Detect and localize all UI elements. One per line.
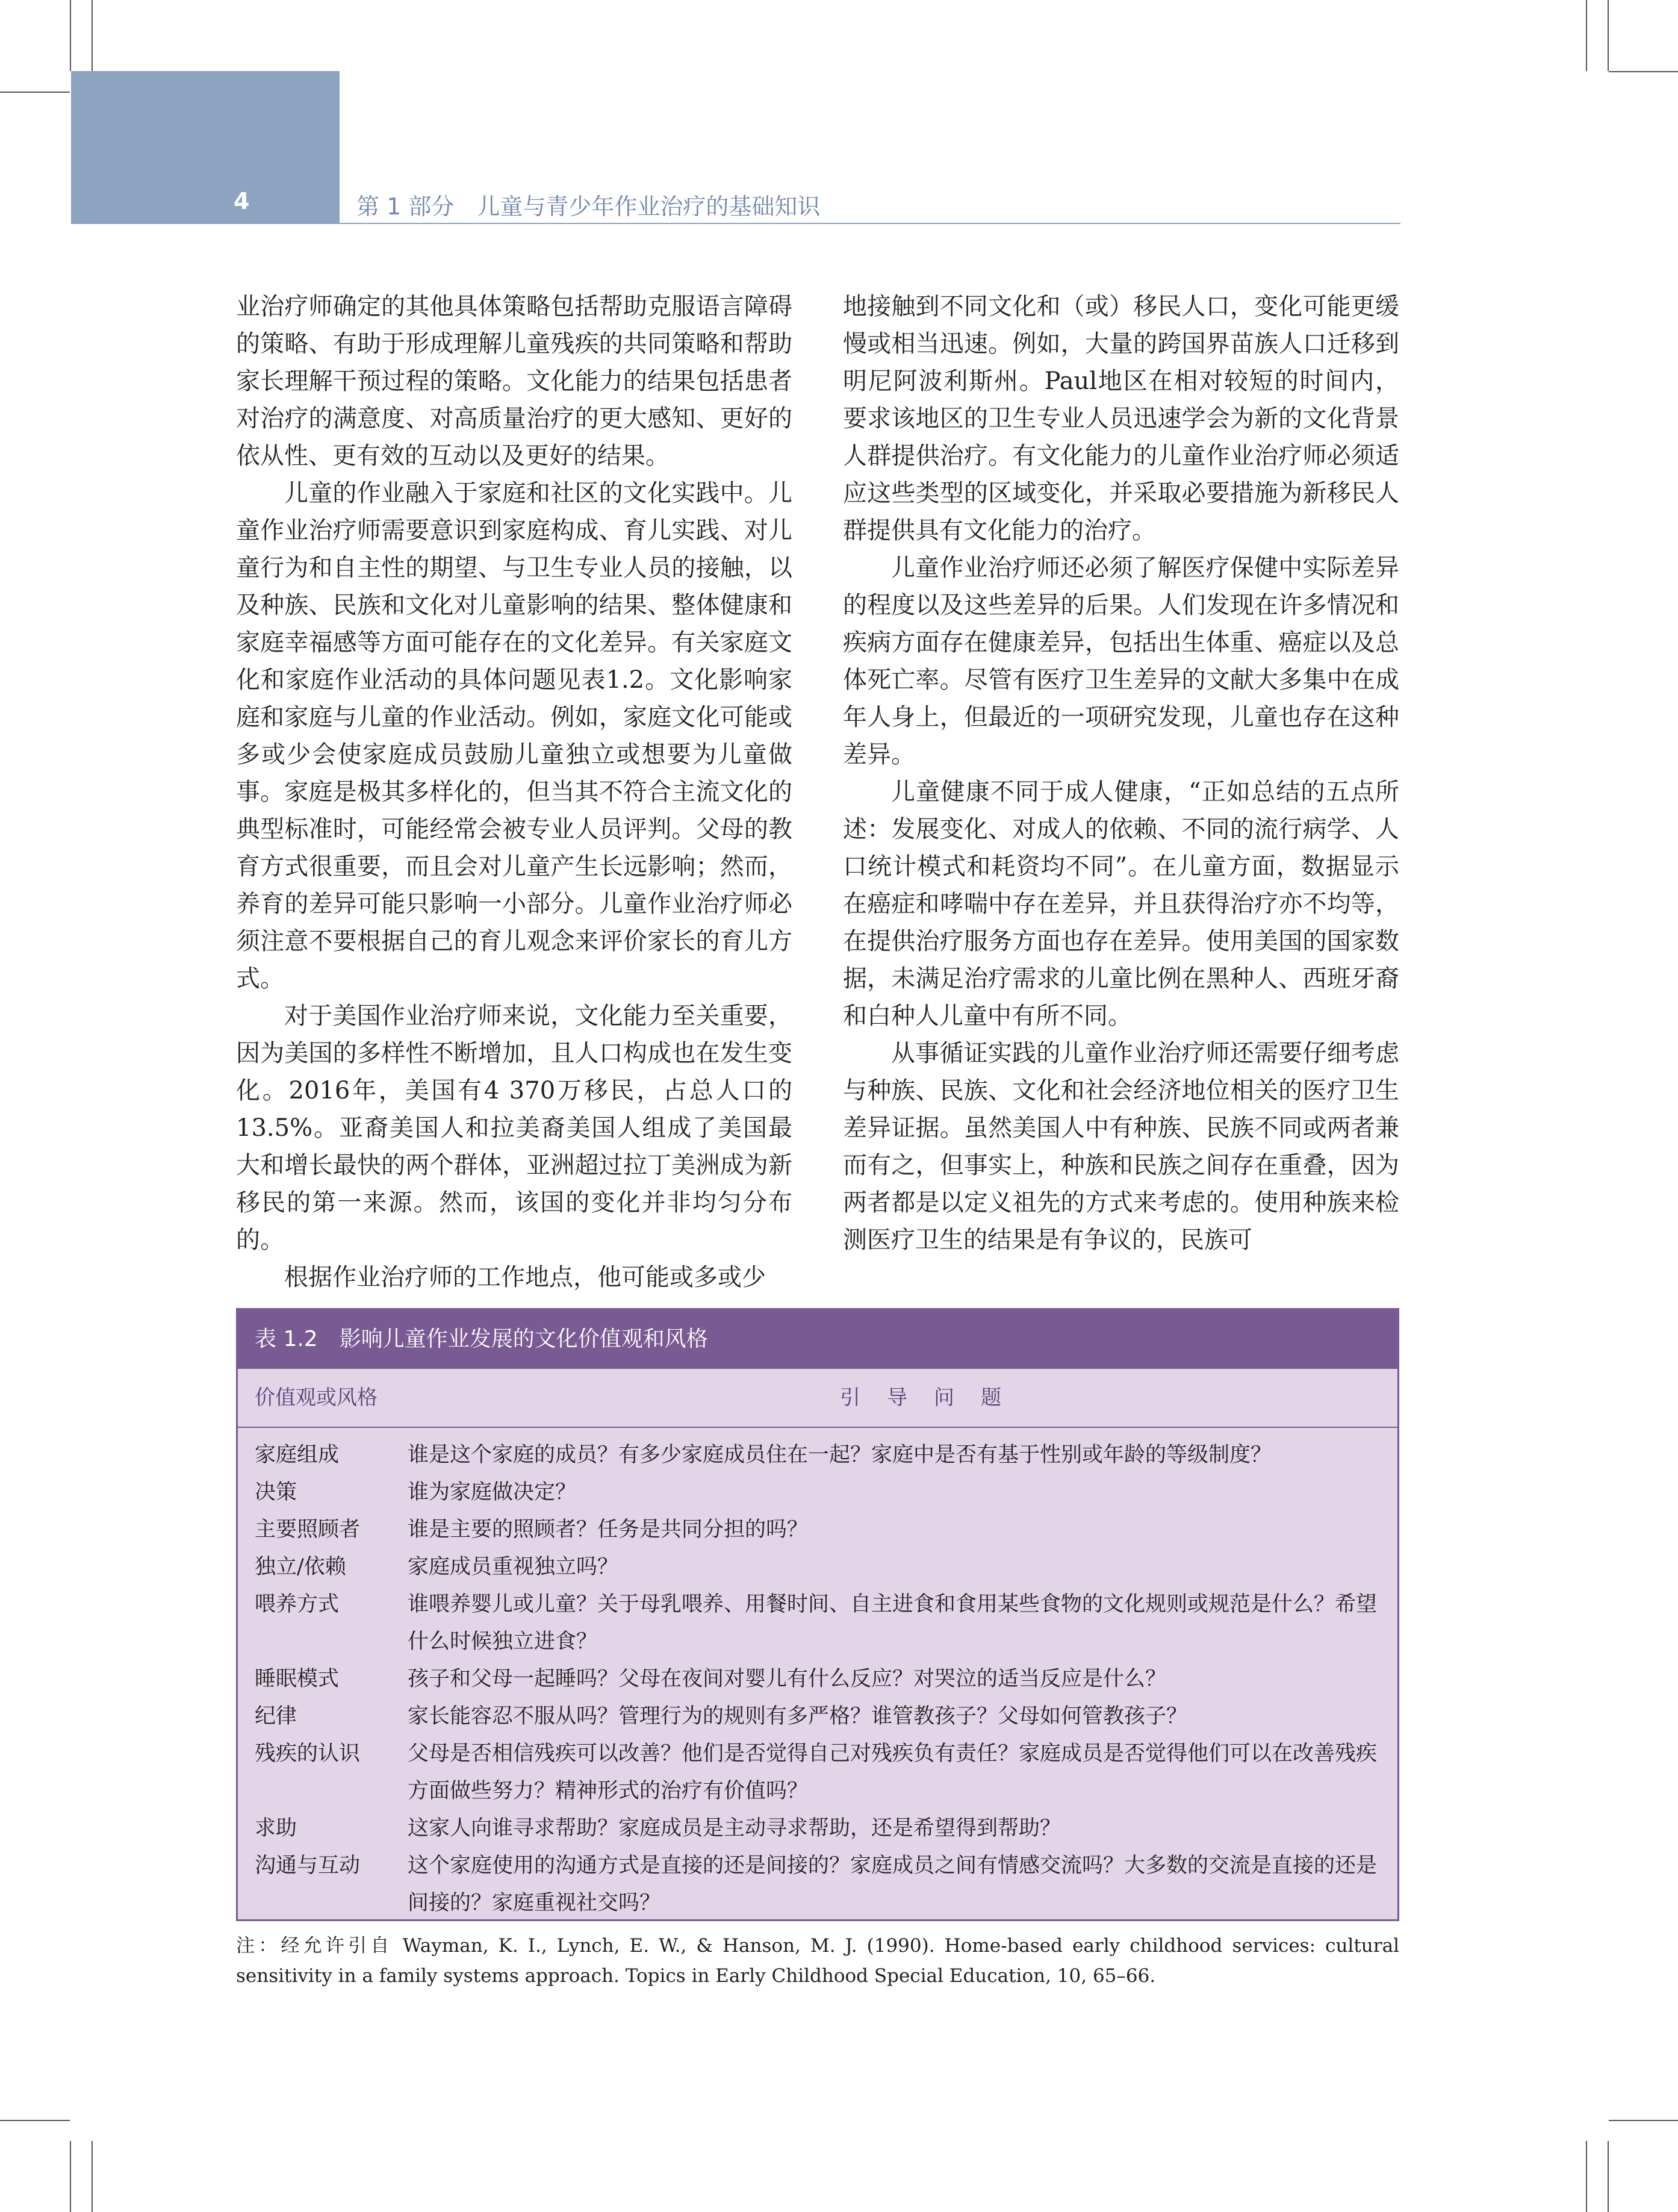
table-cell-value: 纪律 (255, 1704, 297, 1728)
paragraph: 根据作业治疗师的工作地点，他可能或多或少 (284, 1263, 766, 1291)
crop-mark (1609, 2120, 1678, 2121)
table-cell-question: 父母是否相信残疾可以改善？他们是否觉得自己对残疾负有责任？家庭成员是否觉得他们可以在改善残疾方面做些努力？精神形式的治疗有价值吗？ (408, 1742, 1378, 1803)
table-cell-question: 这个家庭使用的沟通方式是直接的还是间接的？家庭成员之间有情感交流吗？大多数的交流是直接的还是间接的？家庭重视社交吗？ (408, 1854, 1378, 1915)
crop-mark (1586, 0, 1587, 71)
table-header-row (238, 1369, 1397, 1428)
table-cell-value: 睡眠模式 (255, 1667, 340, 1691)
crop-mark (70, 2141, 71, 2212)
table-row (238, 1511, 1397, 1548)
table-cell-question: 孩子和父母一起睡吗？父母在夜间对婴儿有什么反应？对哭泣的适当反应是什么？ (408, 1667, 1167, 1691)
paragraph: 儿童作业治疗师还必须了解医疗保健中实际差异的程度以及这些差异的后果。人们发现在许多情况和疾病方面存在健康差异，包括出生体重、癌症以及总体死亡率。尽管有医疗卫生差异的文献大多集中在成年人身上，但最近的一项研究发现，儿童也存在这种差异。 (843, 554, 1399, 768)
crop-mark (1608, 2141, 1609, 2212)
right-column (843, 288, 1399, 1259)
crop-mark (1608, 0, 1609, 71)
table-cell-question: 谁是主要的照顾者？任务是共同分担的吗？ (408, 1518, 809, 1542)
page-number-block (71, 71, 340, 224)
table-title: 表 1.2 影响儿童作业发展的文化价值观和风格 (238, 1310, 1397, 1369)
table-cell-value: 独立/依赖 (255, 1555, 346, 1579)
table-cell-value: 主要照顾者 (255, 1518, 361, 1542)
table-cell-value: 残疾的认识 (255, 1742, 361, 1766)
crop-mark (1609, 71, 1678, 72)
table-row (238, 1586, 1397, 1660)
page-number: 4 (234, 188, 250, 214)
table-cell-value: 喂养方式 (255, 1592, 340, 1616)
table-cell-value: 求助 (255, 1816, 297, 1840)
table-row (238, 1474, 1397, 1511)
crop-mark (0, 2120, 70, 2121)
table-cell-value: 家庭组成 (255, 1443, 340, 1467)
table-row (238, 1810, 1397, 1847)
table-cell-question: 谁为家庭做决定？ (408, 1480, 577, 1504)
crop-mark (1586, 2141, 1587, 2212)
table-cell-question: 家长能容忍不服从吗？管理行为的规则有多严格？谁管教孩子？父母如何管教孩子？ (408, 1704, 1188, 1728)
table-row (238, 1436, 1397, 1474)
column-header-questions: 引导问题 (840, 1386, 1028, 1410)
paragraph: 儿童的作业融入于家庭和社区的文化实践中。儿童作业治疗师需要意识到家庭构成、育儿实践、对儿童行为和自主性的期望、与卫生专业人员的接触，以及种族、民族和文化对儿童影响的结果、整体健康和家庭幸福感等方面可能存在的文化差异。有关家庭文化和家庭作业活动的具体问题见表1.2。文化影响家庭和家庭与儿童的作业活动。例如，家庭文化可能或多或少会使家庭成员鼓励儿童独立或想要为儿童做事。家庭是极其多样化的，但当其不符合主流文化的典型标准时，可能经常会被专业人员评判。父母的教育方式很重要，而且会对儿童产生长远影响；然而，养育的差异可能只影响一小部分。儿童作业治疗师必须注意不要根据自己的育儿观念来评价家长的育儿方式。 (236, 479, 792, 992)
paragraph: 儿童健康不同于成人健康，“正如总结的五点所述：发展变化、对成人的依赖、不同的流行病学、人口统计模式和耗资均不同”。在儿童方面，数据显示在癌症和哮喘中存在差异，并且获得治疗亦不均等，在提供治疗服务方面也存在差异。使用美国的国家数据，未满足治疗需求的儿童比例在黑种人、西班牙裔和白种人儿童中有所不同。 (843, 778, 1399, 1030)
table-row (238, 1735, 1397, 1810)
table-cell-value: 沟通与互动 (255, 1854, 361, 1878)
paragraph: 地接触到不同文化和（或）移民人口，变化可能更缓慢或相当迅速。例如，大量的跨国界苗族人口迁移到明尼阿波利斯州。Paul地区在相对较短的时间内，要求该地区的卫生专业人员迅速学会为新的文化背景人群提供治疗。有文化能力的儿童作业治疗师必须适应这些类型的区域变化，并采取必要措施为新移民人群提供具有文化能力的治疗。 (843, 293, 1399, 544)
table-row (238, 1847, 1397, 1922)
crop-mark (92, 2141, 93, 2212)
header-rule (340, 223, 1400, 224)
table-row (238, 1548, 1397, 1586)
table-row (238, 1698, 1397, 1735)
table-cell-value: 决策 (255, 1480, 297, 1504)
crop-mark (92, 0, 93, 71)
table-body (238, 1428, 1397, 1922)
table-cell-question: 家庭成员重视独立吗？ (408, 1555, 619, 1579)
paragraph: 对于美国作业治疗师来说，文化能力至关重要，因为美国的多样性不断增加，且人口构成也在发生变化。2016年，美国有4 370万移民，占总人口的13.5%。亚裔美国人和拉美裔美国人组成了美国最大和增长最快的两个群体，亚洲超过拉丁美洲成为新移民的第一来源。然而，该国的变化并非均匀分布的。 (236, 1002, 792, 1254)
running-head: 第 1 部分 儿童与青少年作业治疗的基础知识 (356, 193, 821, 220)
left-column (236, 288, 792, 1296)
table-cell-question: 这家人向谁寻求帮助？家庭成员是主动寻求帮助，还是希望得到帮助？ (408, 1816, 1061, 1840)
table-note: 注：经允许引自 Wayman, K. I., Lynch, E. W., & Hanson, M. J. (1990). Home-based early childhood services: cultural sensitivity in a family systems approach. Topics in Early Childhood Special Education, 10, 65–66. (236, 1935, 1399, 1987)
table-row (238, 1660, 1397, 1698)
table-1-2 (236, 1308, 1399, 1921)
table-cell-question: 谁是这个家庭的成员？有多少家庭成员住在一起？家庭中是否有基于性别或年龄的等级制度？ (408, 1443, 1272, 1467)
table-cell-question: 谁喂养婴儿或儿童？关于母乳喂养、用餐时间、自主进食和食用某些食物的文化规则或规范是什么？希望什么时候独立进食？ (408, 1592, 1378, 1654)
paragraph: 从事循证实践的儿童作业治疗师还需要仔细考虑与种族、民族、文化和社会经济地位相关的医疗卫生差异证据。虽然美国人中有种族、民族不同或两者兼而有之，但事实上，种族和民族之间存在重叠，因为两者都是以定义祖先的方式来考虑的。使用种族来检测医疗卫生的结果是有争议的，民族可 (843, 1039, 1399, 1254)
crop-mark (0, 92, 70, 93)
column-header-values: 价值观或风格 (255, 1386, 378, 1410)
paragraph: 业治疗师确定的其他具体策略包括帮助克服语言障碍的策略、有助于形成理解儿童残疾的共同策略和帮助家长理解干预过程的策略。文化能力的结果包括患者对治疗的满意度、对高质量治疗的更大感知、更好的依从性、更有效的互动以及更好的结果。 (236, 293, 792, 470)
crop-mark (70, 0, 71, 71)
